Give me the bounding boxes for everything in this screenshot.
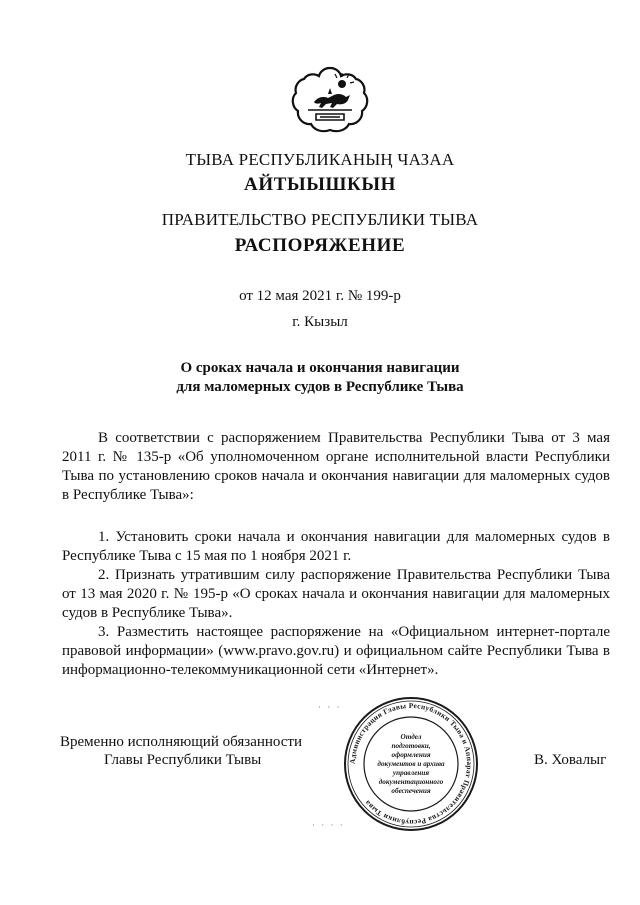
order-item-2: 2. Признать утратившим силу распоряжение Правительства Республики Тыва от 13 мая 2020 г. № 195-р «О сроках начала и окончания навигации для маломерных судов в Республике Тыва». [62,567,610,621]
order-items [62,528,610,680]
header-tuvan-government: ТЫВА РЕСПУБЛИКАНЫҢ ЧАЗАА [185,150,455,169]
header-russian-order: РАСПОРЯЖЕНИЕ [234,235,406,256]
header-russian-government: ПРАВИТЕЛЬСТВО РЕСПУБЛИКИ ТЫВА [161,210,479,229]
order-item-1: 1. Установить сроки начала и окончания навигации для маломерных судов в Республике Тыва с 15 мая по 1 ноября 2021 г. [62,529,610,564]
official-stamp [342,695,480,833]
document-date-number: от 12 мая 2021 г. № 199-р [239,288,401,304]
signatory-name: В. Ховалыг [534,752,607,768]
stamp-inner-line-7: обеспечения [391,787,431,795]
stamp-dots-bottom: · · · · [312,820,345,830]
stamp-outer-text: Администрация Главы Республики Тыва и Аппарат Правительства Республики Тыва [347,700,475,828]
header-tuvan-order: АЙТЫЫШКЫН [244,174,396,195]
intro-paragraph: В соответствии с распоряжением Правительства Республики Тыва от 3 мая 2011 г. № 135-р «Об уполномоченном органе исполнительной власти Республики Тыва по установлению сроков начала и окончания навигации для маломерных судов в Республике Тыва»: [62,430,610,503]
signatory-position-line1: Временно исполняющий обязанности [60,734,303,750]
stamp-inner-line-2: подготовки, [391,742,431,750]
document-title-line2: для маломерных судов в Республике Тыва [176,379,464,395]
stamp-inner-line-4: документов и архива [377,760,445,768]
coat-of-arms-emblem [290,64,370,136]
document-city: г. Кызыл [292,314,348,330]
order-item-3: 3. Разместить настоящее распоряжение на «Официальном интернет-портале правовой информации» (www.pravo.gov.ru) и официальном сайте Республики Тыва в информационно-телекоммуникационной сети «Интернет». [62,624,610,678]
stamp-dots-top: · · · [318,702,342,712]
stamp-inner-line-6: документационного [378,778,444,786]
stamp-inner-line-5: управления [392,769,430,777]
stamp-inner-line-3: оформления [391,751,431,759]
document-title-line1: О сроках начала и окончания навигации [180,360,460,376]
intro-paragraph-block [62,429,610,505]
stamp-inner-line-1: Отдел [400,733,422,741]
signatory-position-line2: Главы Республики Тывы [104,752,262,768]
